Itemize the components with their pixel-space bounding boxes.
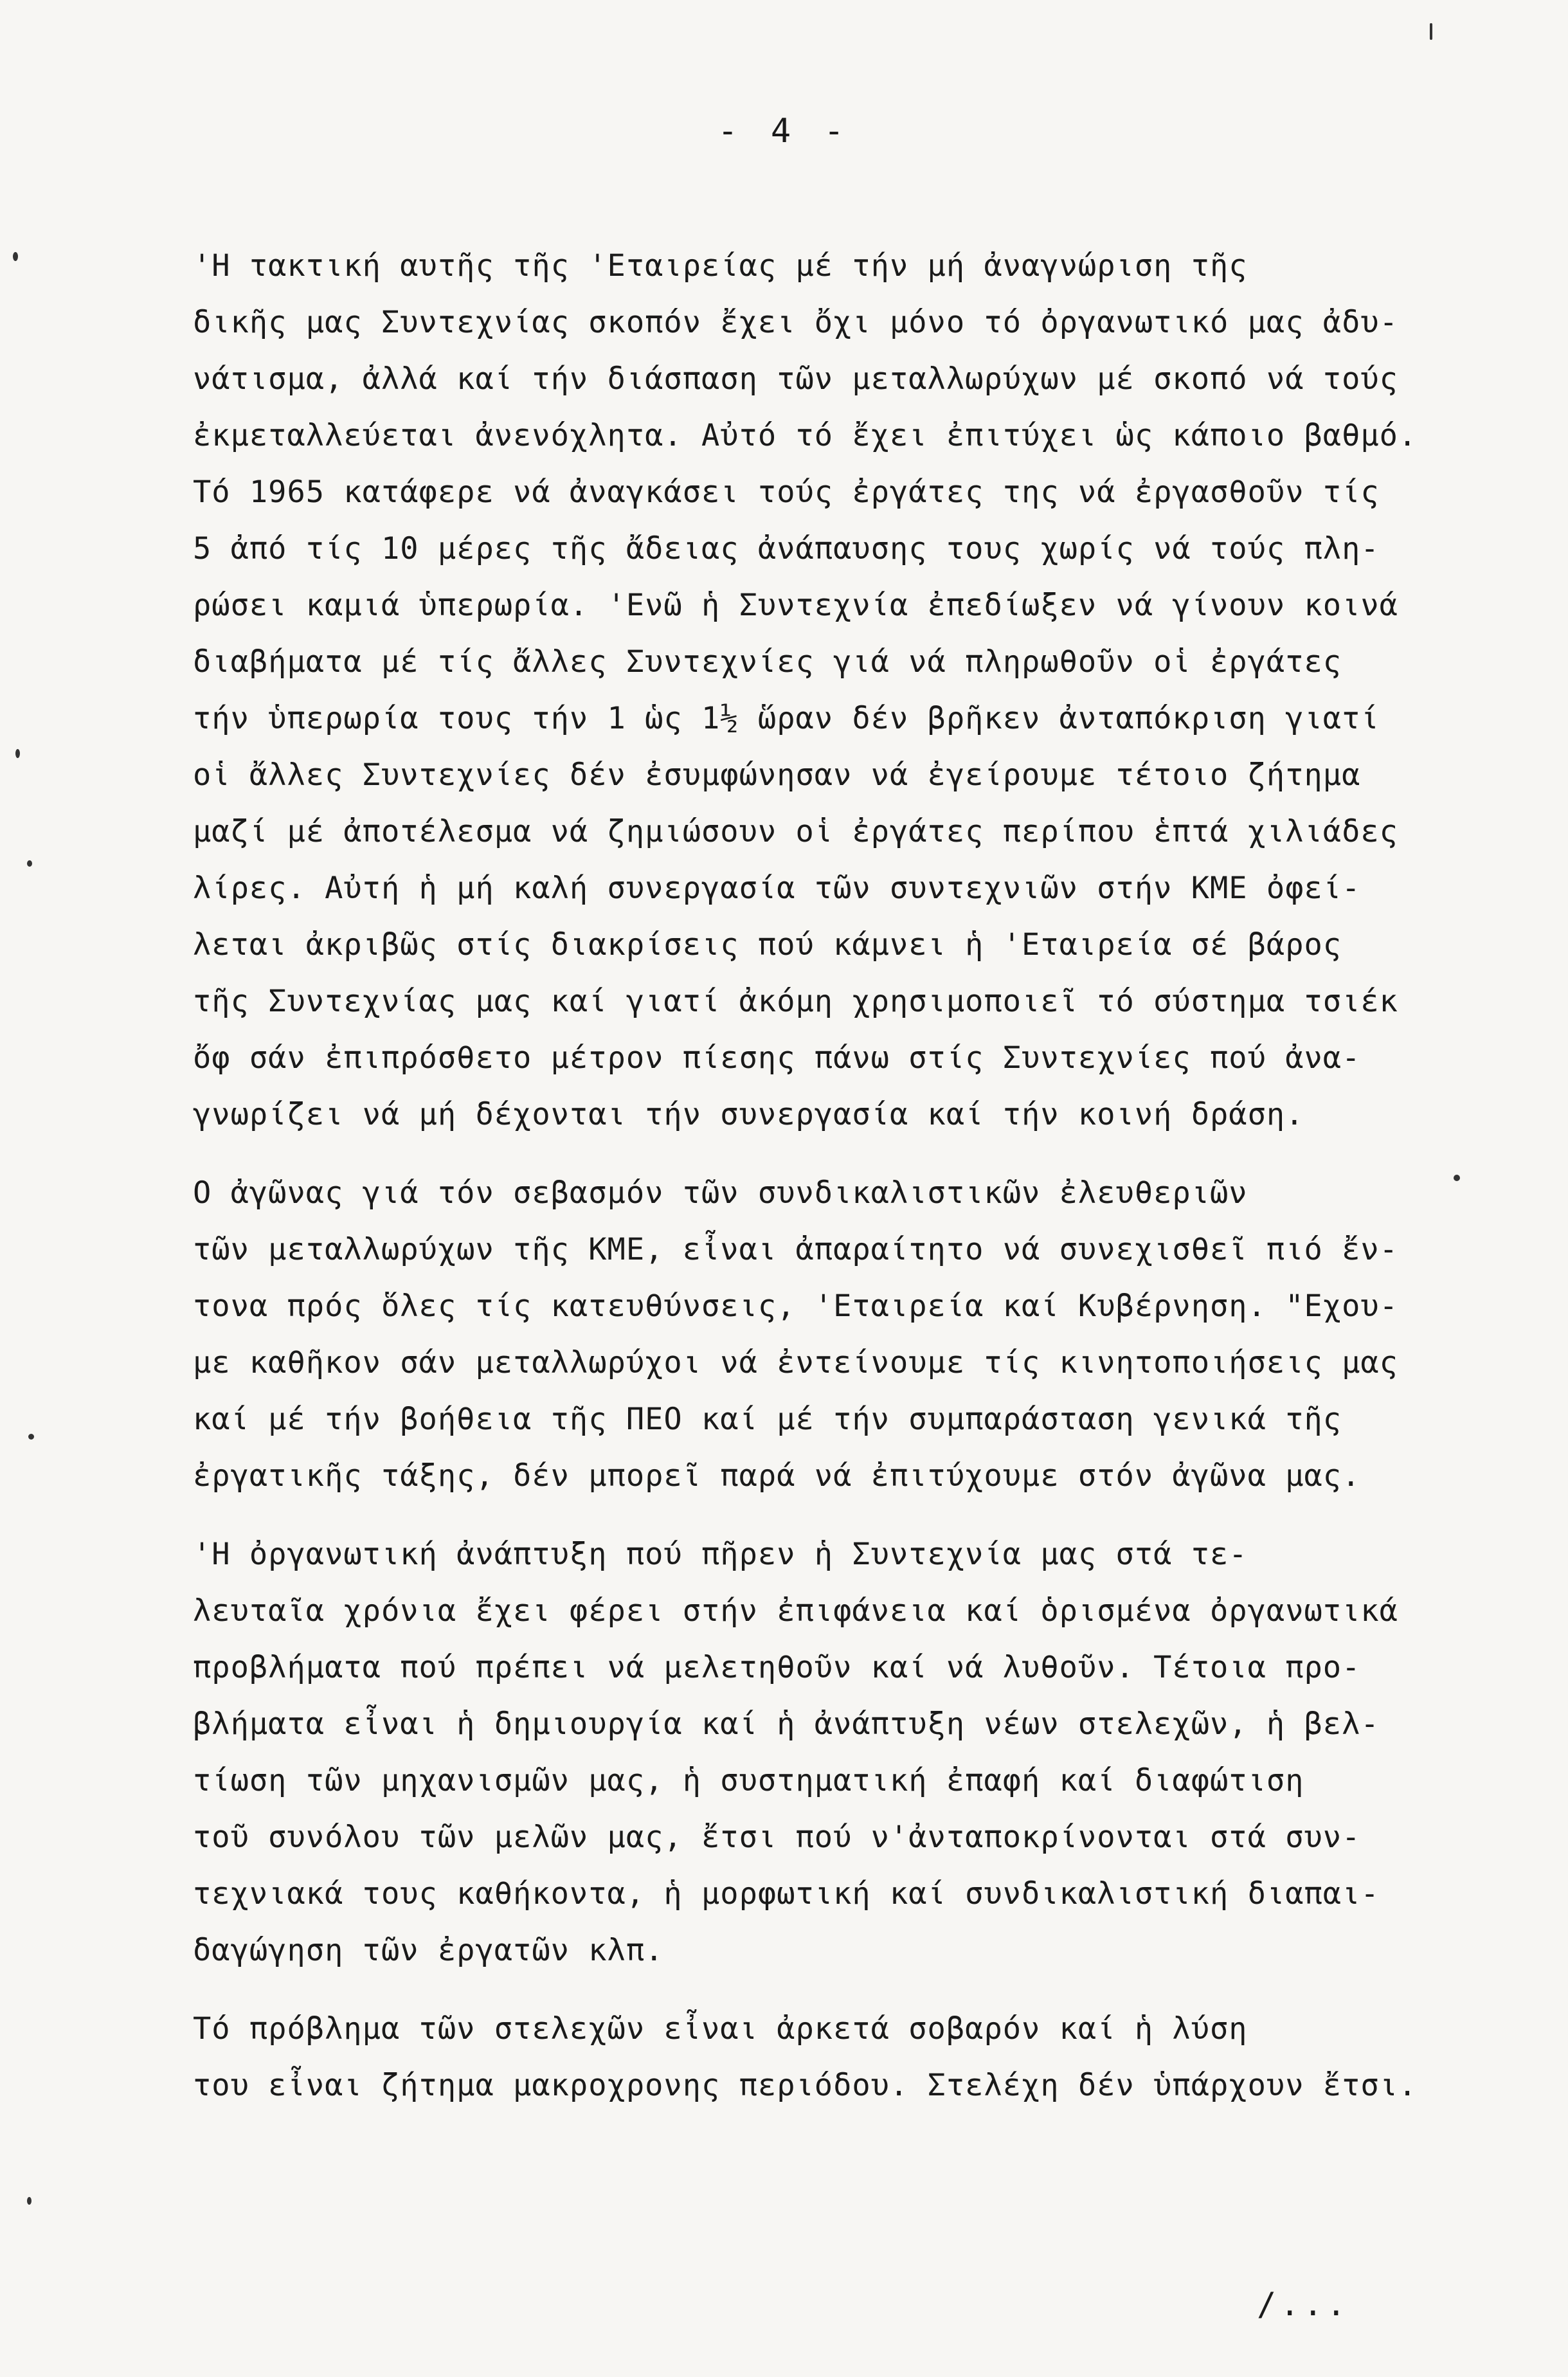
text-line: Τό 1965 κατάφερε νά ἀναγκάσει τούς ἐργάτες της νά ἐργασθοῦν τίς xyxy=(193,474,1380,510)
text-line: τοῦ συνόλου τῶν μελῶν μας, ἔτσι πού ν'ἀνταποκρίνονται στά συν- xyxy=(193,1820,1361,1855)
text-line: λευταῖα χρόνια ἔχει φέρει στήν ἐπιφάνεια καί ὁρισμένα ὀργανωτικά xyxy=(193,1593,1398,1629)
text-line: διαβήματα μέ τίς ἄλλες Συντεχνίες γιά νά πληρωθοῦν οἱ ἐργάτες xyxy=(193,644,1342,680)
margin-speck xyxy=(1430,23,1432,40)
text-line: Ο ἀγῶνας γιά τόν σεβασμόν τῶν συνδικαλιστικῶν ἐλευθεριῶν xyxy=(193,1175,1248,1211)
paragraph-4 xyxy=(193,2001,1498,2114)
text-line: Τό πρόβλημα τῶν στελεχῶν εἶναι ἀρκετά σοβαρόν καί ἡ λύση xyxy=(193,2011,1248,2047)
text-line: τῆς Συντεχνίας μας καί γιατί ἀκόμη χρησιμοποιεῖ τό σύστημα τσιέκ xyxy=(193,984,1398,1019)
text-line: 5 ἀπό τίς 10 μέρες τῆς ἄδειας ἀνάπαυσης τους χωρίς νά τούς πλη- xyxy=(193,531,1380,566)
text-line: ὄφ σάν ἐπιπρόσθετο μέτρον πίεσης πάνω στίς Συντεχνίες πού ἀνα- xyxy=(193,1040,1361,1076)
text-line: τεχνιακά τους καθήκοντα, ἡ μορφωτική καί συνδικαλιστική διαπαι- xyxy=(193,1876,1380,1912)
text-line: τονα πρός ὅλες τίς κατευθύνσεις, 'Εταιρεία καί Κυβέρνηση. "Εχου- xyxy=(193,1288,1398,1324)
margin-speck xyxy=(1454,1175,1460,1181)
text-line: δικῆς μας Συντεχνίας σκοπόν ἔχει ὄχι μόνο τό ὀργανωτικό μας ἀδυ- xyxy=(193,305,1398,340)
text-line: ἐργατικῆς τάξης, δέν μπορεῖ παρά νά ἐπιτύχουμε στόν ἀγῶνα μας. xyxy=(193,1458,1361,1494)
text-line: ρώσει καμιά ὑπερωρία. 'Ενῶ ἡ Συντεχνία ἐπεδίωξεν νά γίνουν κοινά xyxy=(193,588,1398,623)
margin-speck xyxy=(27,2197,32,2205)
paragraph-2 xyxy=(193,1165,1498,1505)
text-line: δαγώγηση τῶν ἐργατῶν κλπ. xyxy=(193,1933,664,1968)
document-body xyxy=(193,238,1498,2136)
text-line: προβλήματα πού πρέπει νά μελετηθοῦν καί νά λυθοῦν. Τέτοια προ- xyxy=(193,1650,1361,1685)
text-line: με καθῆκον σάν μεταλλωρύχοι νά ἐντείνουμε τίς κινητοποιήσεις μας xyxy=(193,1345,1398,1380)
text-line: του εἶναι ζήτημα μακροχρονης περιόδου. Στελέχη δέν ὑπάρχουν ἔτσι. xyxy=(193,2068,1418,2103)
text-line: τίωση τῶν μηχανισμῶν μας, ἡ συστηματική ἐπαφή καί διαφώτιση xyxy=(193,1763,1304,1798)
margin-speck xyxy=(28,1434,34,1440)
paragraph-1 xyxy=(193,238,1498,1143)
text-line: λεται ἀκριβῶς στίς διακρίσεις πού κάμνει ἡ 'Εταιρεία σέ βάρος xyxy=(193,927,1342,963)
text-line: οἱ ἄλλες Συντεχνίες δέν ἐσυμφώνησαν νά ἐγείρουμε τέτοιο ζήτημα xyxy=(193,757,1361,793)
text-line: γνωρίζει νά μή δέχονται τήν συνεργασία καί τήν κοινή δράση. xyxy=(193,1097,1304,1132)
margin-speck xyxy=(27,860,32,867)
margin-speck xyxy=(15,749,20,758)
text-line: 'Η τακτική αυτῆς τῆς 'Εταιρείας μέ τήν μή ἀναγνώριση τῆς xyxy=(193,248,1248,284)
paragraph-3 xyxy=(193,1526,1498,1979)
text-line: 'Η ὀργανωτική ἀνάπτυξη πού πῆρεν ἡ Συντεχνία μας στά τε- xyxy=(193,1537,1248,1572)
text-line: τῶν μεταλλωρύχων τῆς ΚΜΕ, εἶναι ἀπαραίτητο νά συνεχισθεῖ πιό ἔν- xyxy=(193,1232,1398,1267)
text-line: νάτισμα, ἀλλά καί τήν διάσπαση τῶν μεταλλωρύχων μέ σκοπό νά τούς xyxy=(193,361,1398,397)
text-line: λίρες. Αὐτή ἡ μή καλή συνεργασία τῶν συντεχνιῶν στήν ΚΜΕ ὀφεί- xyxy=(193,871,1361,906)
text-line: βλήματα εἶναι ἡ δημιουργία καί ἡ ἀνάπτυξη νέων στελεχῶν, ἡ βελ- xyxy=(193,1706,1380,1742)
text-line: μαζί μέ ἀποτέλεσμα νά ζημιώσουν οἱ ἐργάτες περίπου ἑπτά χιλιάδες xyxy=(193,814,1398,849)
text-line: ἐκμεταλλεύεται ἀνενόχλητα. Αὐτό τό ἔχει ἐπιτύχει ὡς κάποιο βαθμό. xyxy=(193,418,1418,453)
page-number: - 4 - xyxy=(717,112,851,150)
margin-speck xyxy=(13,252,18,261)
text-line: καί μέ τήν βοήθεια τῆς ΠΕΟ καί μέ τήν συμπαράσταση γενικά τῆς xyxy=(193,1402,1342,1437)
text-line: τήν ὑπερωρία τους τήν 1 ὡς 1½ ὥραν δέν βρῆκεν ἀνταπόκριση γιατί xyxy=(193,701,1380,736)
continuation-mark: /... xyxy=(1257,2286,1350,2323)
